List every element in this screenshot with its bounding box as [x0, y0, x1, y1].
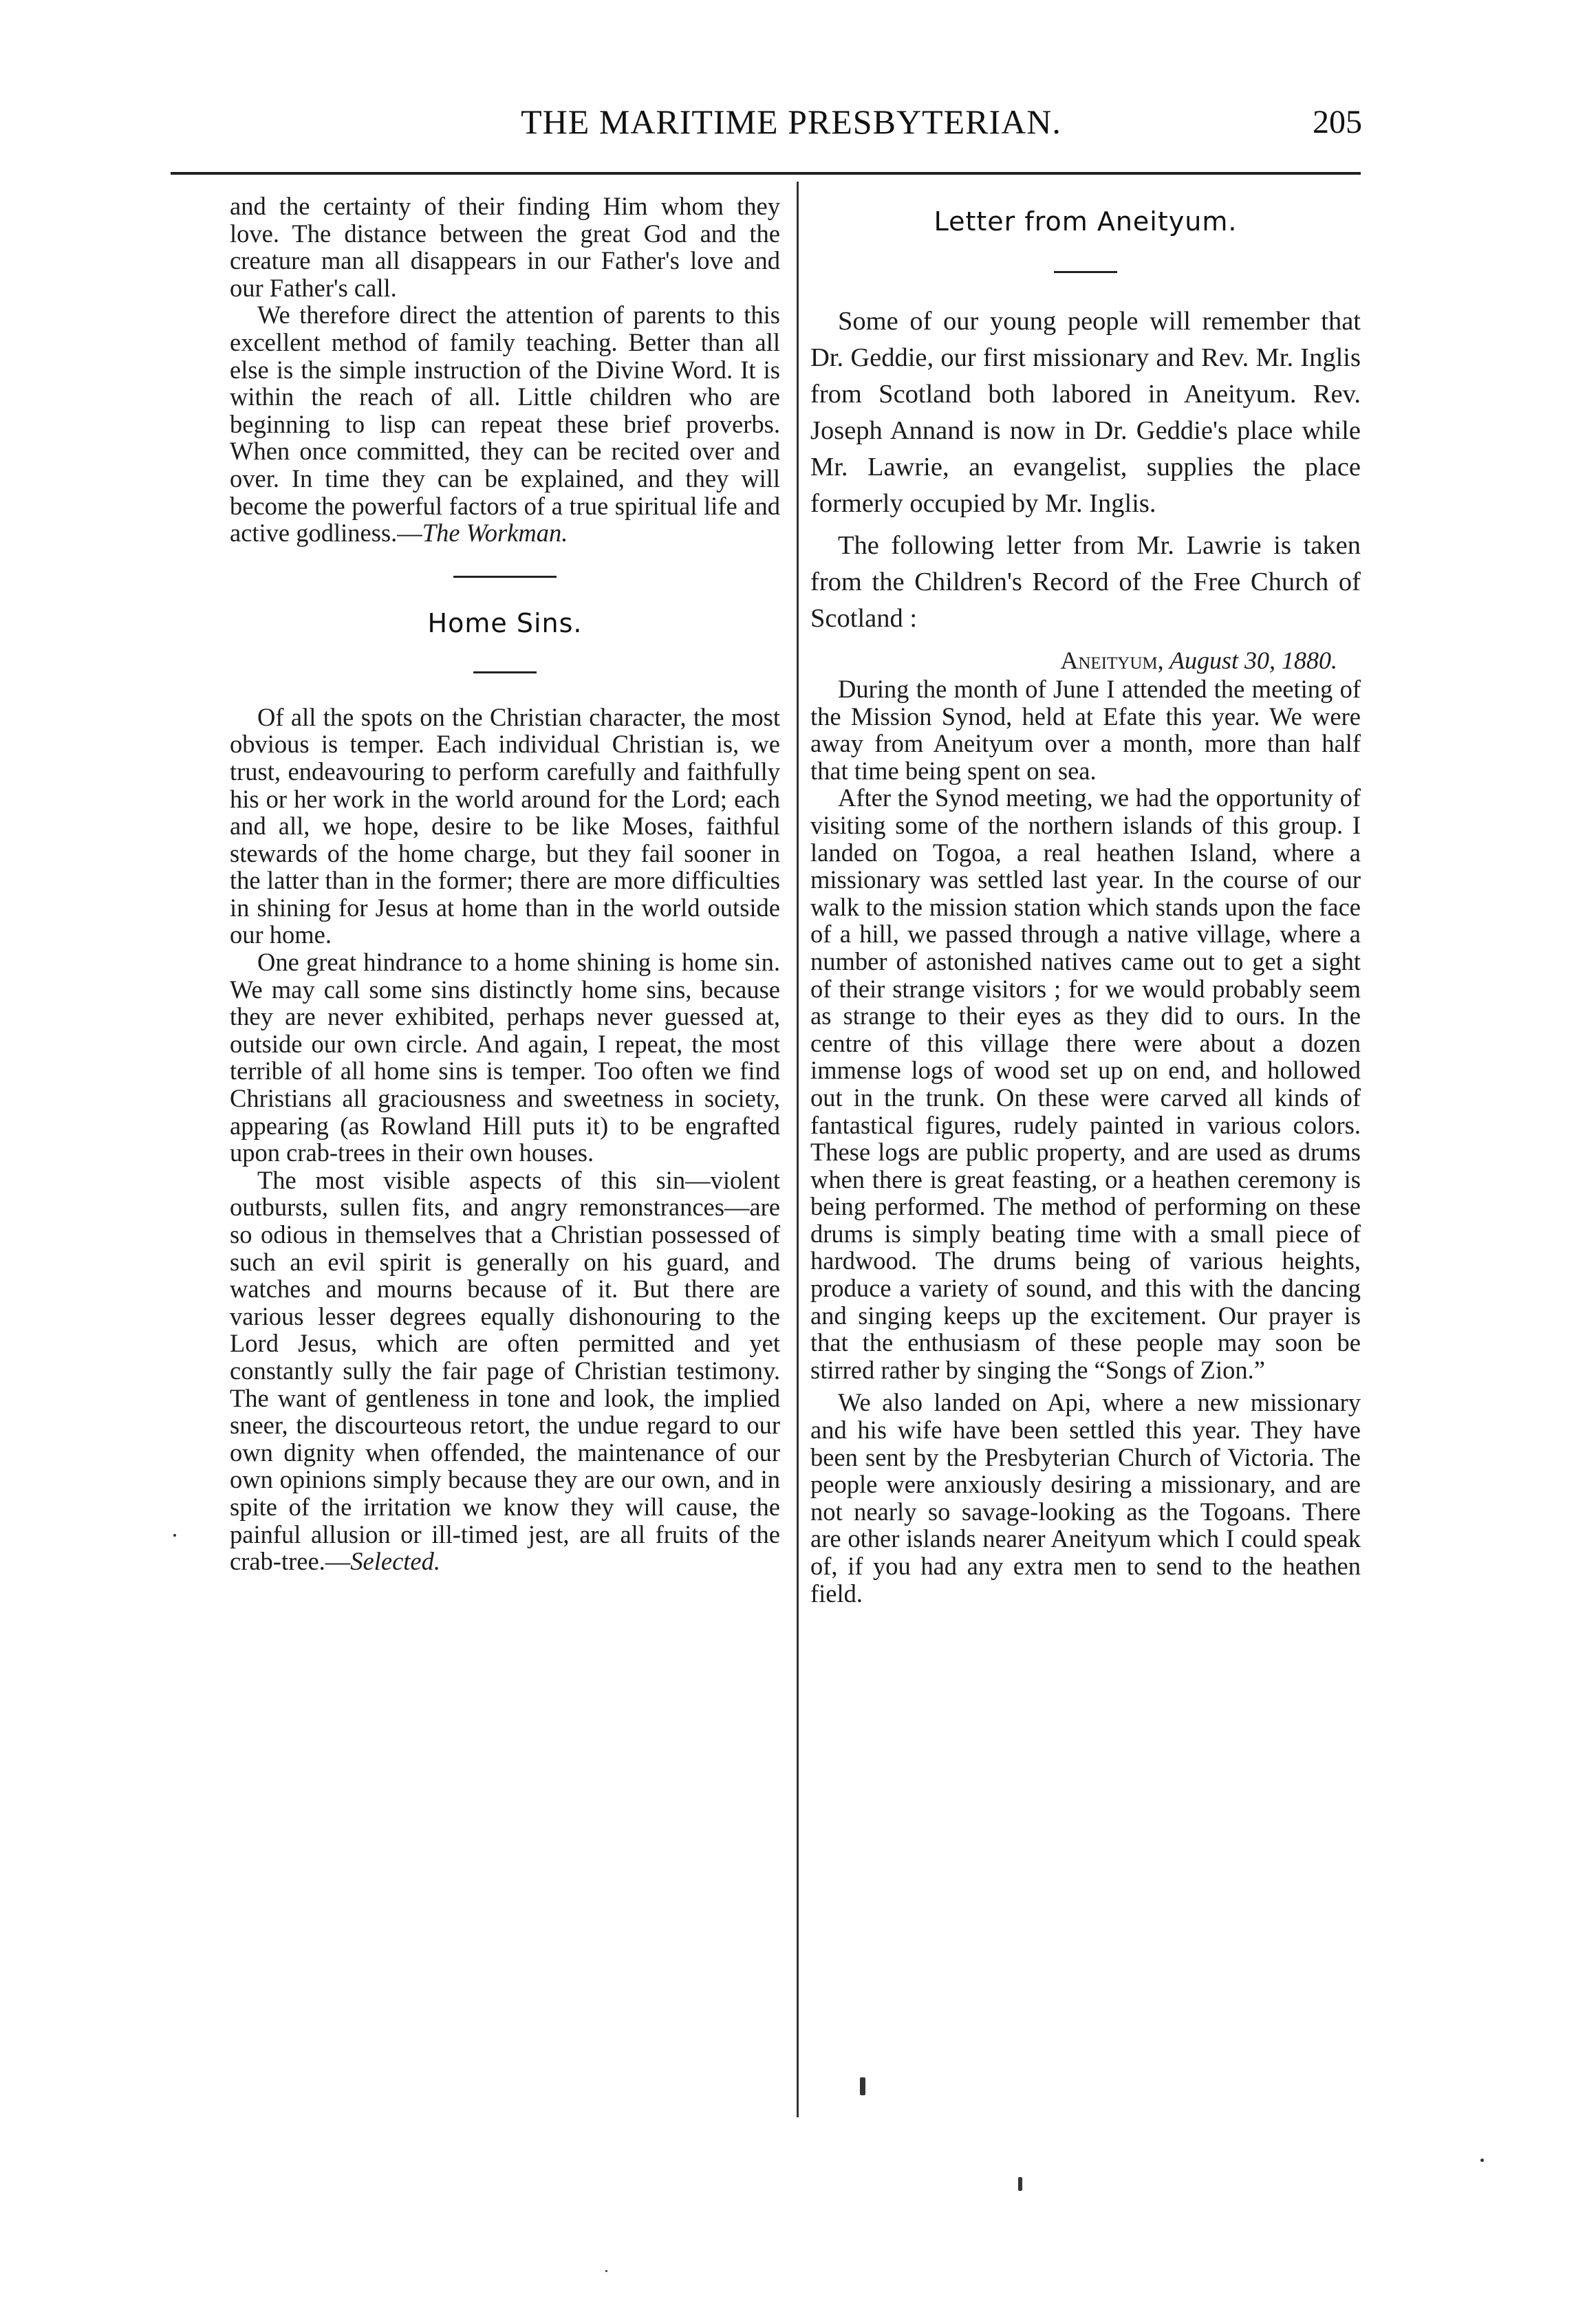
letter-body: [810, 675, 1361, 1607]
letter-paragraph: We also landed on Api, where a new missionary and his wife have been settled this year. They have been sent by the Presbyterian Church of Victoria. The people were anxiously desiring a missionary, and are not nearly so savage-looking as the Togoans. There are other islands nearer Aneityum which I could speak of, if you had any extra men to send to the heathen field.: [810, 1388, 1361, 1608]
running-title: THE MARITIME PRESBYTERIAN.: [521, 102, 1061, 141]
home-sins-paragraph: One great hindrance to a home shining is home sin. We may call some sins distinctly home sins, because they are never exhibited, perhaps never guessed at, outside our own circle. And again, I repeat, the most terrible of all home sins is temper. Too often we find Christians all graciousness and sweetness in society, appearing (as Rowland Hill puts it) to be engrafted upon crab-trees in their own houses.: [230, 948, 780, 1167]
ink-speck: [173, 1534, 176, 1537]
home-sins-text: The most visible aspects of this sin—violent outbursts, sullen fits, and angry remonstrances—are so odious in themselves that a Christian possessed of such an evil spirit is generally on his guard, and watches and mourns because of it. But there are various lesser degrees equally dishonouring to the Lord Jesus, which are often permitted and yet constantly sully the fair page of Christian testimony. The want of gentleness in tone and look, the implied sneer, the discourteous retort, the undue regard to our own dignity when offended, the maintenance of our own opinions simply because they are our own, and in spite of the irritation we know they will cause, the painful allusion or ill-timed jest, are all fruits of the crab-tree.—: [230, 1165, 780, 1576]
letter-paragraph: During the month of June I attended the meeting of the Mission Synod, held at Efate this year. We were away from Aneityum over a month, more than half that time being spent on sea.: [810, 675, 1361, 785]
intro-paragraph: The following letter from Mr. Lawrie is taken from the Children's Record of the Free Church of Scotland :: [810, 531, 1361, 633]
ink-speck: [605, 2270, 607, 2272]
article-title-letter: Letter from Aneityum.: [934, 206, 1238, 237]
column-divider: [797, 182, 799, 2117]
title-rule: [1054, 271, 1117, 273]
section-divider: [453, 576, 557, 578]
dateline-date: August 30, 1880.: [1169, 647, 1337, 674]
letter-paragraph: After the Synod meeting, we had the opportunity of visiting some of the northern islands of this group. I landed on Togoa, a real heathen Island, where a missionary was settled last year. In the course of our walk to the mission station which stands upon the face of a hill, we passed through a native village, where a number of astonished natives came out to get a sight of their strange visitors ; for we would probably seem as strange to their eyes as they did to ours. In the centre of this village there were about a dozen immense logs of wood set up on end, and hollowed out in the trunk. On these were carved all kinds of fantastical figures, rudely painted in various colors. These logs are public property, and are used as drums when there is great feasting, or a heathen ceremony is being performed. The method of performing on these drums is simply beating time with a small piece of hardwood. The drums being of various heights, produce a variety of sound, and this with the dancing and singing keeps up the excitement. Our prayer is that the enthusiasm of these people may soon be stirred rather by singing the “Songs of Zion.”: [810, 783, 1361, 1384]
continuation-paragraph: [230, 301, 780, 546]
article-title-home-sins: Home Sins.: [427, 607, 583, 638]
continued-article: [230, 193, 780, 547]
continuation-paragraph: and the certainty of their finding Him whom they love. The distance between the great God and the creature man all disappears in our Father's love and our Father's call.: [230, 192, 780, 302]
ink-speck: [1480, 2159, 1484, 2162]
home-sins-paragraph: Of all the spots on the Christian character, the most obvious is temper. Each individual Christian is, we trust, endeavouring to perform carefully and faithfully his or her work in the world around for the Lord; each and all, we hope, desire to be like Moses, faithful stewards of the home charge, but they fail sooner in the latter than in the former; there are more difficulties in shining for Jesus at home than in the world outside our home.: [230, 702, 780, 949]
dateline-place: Aneityum,: [1060, 647, 1164, 674]
right-column: [810, 193, 1361, 1607]
ink-speck: [1018, 2177, 1022, 2191]
title-rule: [473, 671, 537, 673]
ink-speck: [860, 2077, 865, 2095]
continuation-source: The Workman.: [422, 519, 568, 548]
home-sins-source: Selected.: [350, 1547, 441, 1576]
header-rule: [171, 172, 1361, 175]
intro-paragraph: Some of our young people will remember that Dr. Geddie, our first missionary and Rev. Mr. Inglis from Scotland both labored in Aneityum. Rev. Joseph Annand is now in Dr. Geddie's place while Mr. Lawrie, an evangelist, supplies the place formerly occupied by Mr. Inglis.: [810, 307, 1361, 518]
letter-intro: [810, 303, 1361, 637]
dateline: [810, 645, 1361, 675]
home-sins-body: [230, 704, 780, 1575]
continuation-text: We therefore direct the attention of parents to this excellent method of family teaching. Better than all else is the simple instruction of the Divine Word. It is within the reach of all. Little children who are beginning to lisp can repeat these brief proverbs. When once committed, they can be recited over and over. In time they can be explained, and they will become the powerful factors of a true spiritual life and active godliness.—: [230, 301, 780, 548]
left-column: [230, 193, 780, 1575]
home-sins-paragraph: [230, 1167, 780, 1575]
page-number: 205: [1313, 104, 1362, 140]
